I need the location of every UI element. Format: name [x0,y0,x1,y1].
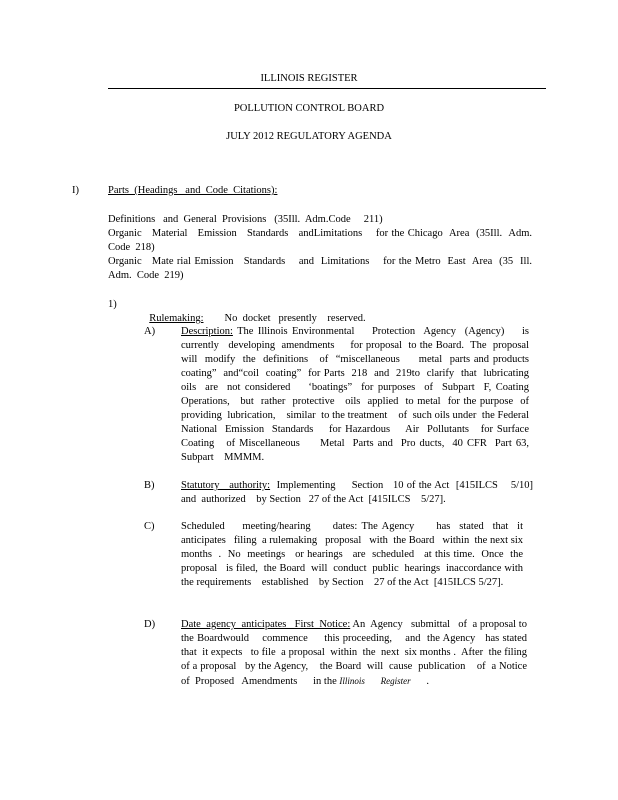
item-c-scheduled: Scheduled meeting/hearing dates: The Agency has stated that it anticipates filing a rulemaking proposal with the Board within the next six months . No meetings or hearings are scheduled at this time. Once the proposal is filed, the Board will conduct public hearings inaccordance with the requirements established by Section 27 of the Act [415ILCS 5/27]. [181,521,529,588]
citation-219: Organic Mate rial Emission Standards and Limitations for the Metro East Area (35 Ill. Adm. Code 219) [108,256,535,281]
item-d-label: Date agency anticipates First Notice: [181,619,351,630]
item-d-text: An Agency submittal of a proposal to the Boardwould commence this proceeding, and the Agency has stated that it expects to file a proposal within the next six months . After the filing of a proposal by the Agency, the Board will cause publication of a Notice of Proposed Amendments in the [181,619,535,687]
citation-211: Definitions and General Provisions (35Ill. Adm.Code 211) [108,214,383,225]
item-a-marker: A) [144,326,156,337]
rulemaking-label: Rulemaking: [149,313,204,324]
item-b-label: Statutory authority: [181,480,271,491]
section-marker: I) [72,185,79,196]
item-d-first-notice [181,618,535,689]
item-d-marker: D) [144,619,156,630]
rulemaking-text: No docket presently reserved. [224,313,366,324]
item-d-register-italic: Illinois Register [339,676,411,686]
section-title: Parts (Headings and Code Citations): [108,185,278,196]
item-a-text: The Illinois Environmental Protection Agency (Agency) is currently developing amendments for proposal to the Board. The proposal will modify the definitions of “miscellaneous metal parts and products coating” and“coil coating” for Parts 218 and 219to clarify that lubricating oils are not considered ‘boatings” for purposes of Subpart F, Coating Operations, but rather protective oils applied to metal for the purpose of providing lubrication, similar to the treatment of such oils under the Federal National Emission Standards for Hazardous Air Pollutants for Surface Coating of Miscellaneous Metal Parts and Pro ducts, 40 CFR Part 63, Subpart MMMM. [181,326,535,463]
rulemaking-marker: 1) [108,299,117,310]
citation-218: Organic Material Emission Standards andLimitations for the Chicago Area (35Ill. Adm. Code 218) [108,228,535,253]
item-b-marker: B) [144,480,155,491]
item-c-marker: C) [144,521,155,532]
register-title: ILLINOIS REGISTER [260,73,358,84]
item-b-authority [181,479,536,507]
item-a-label: Description: [181,326,233,337]
agenda-title: JULY 2012 REGULATORY AGENDA [226,131,392,142]
header-rule [108,88,546,89]
item-a-description [181,325,535,465]
rulemaking-line [144,298,366,326]
item-b-text: Implementing Section 10 of the Act [415ILCS 5/10] and authorized by Section 27 of the Act [415ILCS 5/27]. [181,480,536,505]
item-d-tail: . [410,676,429,687]
board-title: POLLUTION CONTROL BOARD [233,103,385,114]
